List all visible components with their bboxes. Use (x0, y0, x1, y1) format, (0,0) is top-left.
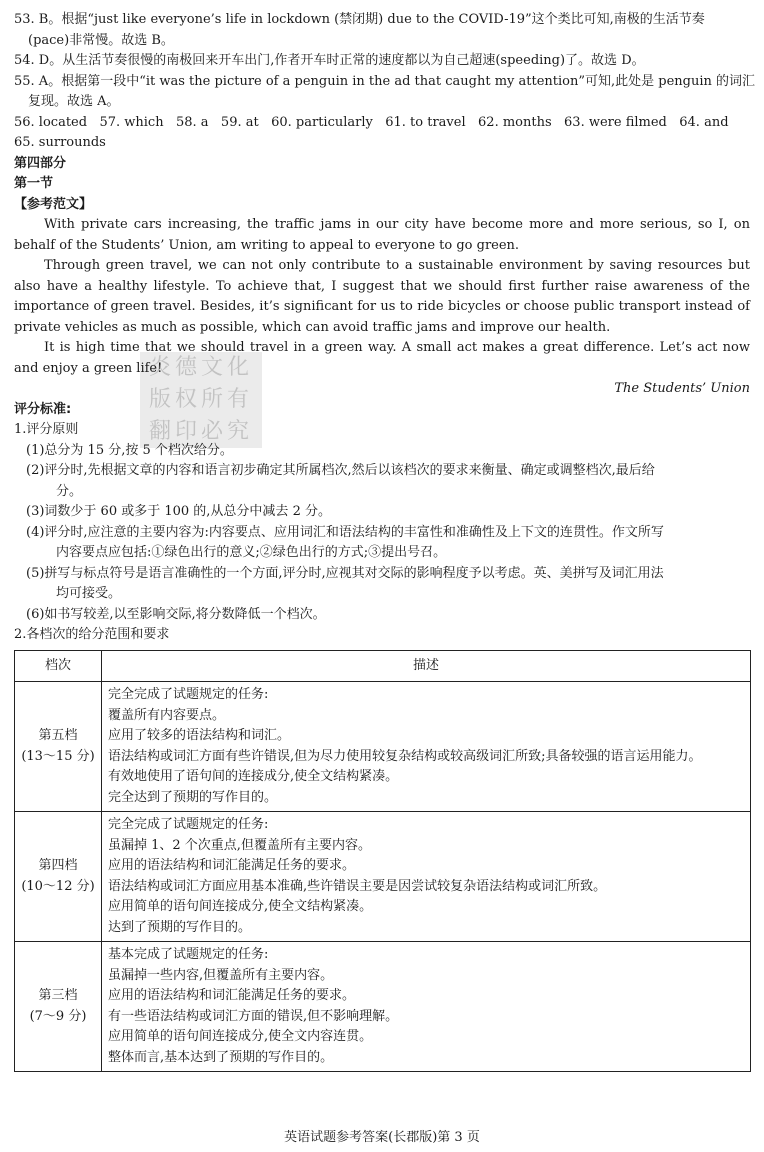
desc-line: 有效地使用了语句间的连接成分,使全文结构紧凑。 (108, 769, 399, 784)
watermark: 炎德文化 版权所有 翻印必究 (140, 352, 262, 448)
essay-paragraph-3: It is high time that we should travel in a green way. A small act makes a great difference. Let’s act now and enjoy a green life! (14, 340, 750, 376)
table-row (15, 812, 751, 942)
desc-line: 应用了较多的语法结构和词汇。 (108, 728, 291, 743)
answer-54: 54. D。从生活节奏很慢的南极回来开车出门,作者开车时正常的速度都以为自己超速(speeding)了。故选 D。 (14, 53, 645, 68)
criterion-3: (3)词数少于 60 或多于 100 的,从总分中减去 2 分。 (26, 504, 331, 519)
desc-line: 覆盖所有内容要点。 (108, 707, 226, 723)
essay-signature: The Students’ Union (614, 381, 750, 396)
answer-page (14, 10, 756, 646)
criterion-5: (5)拼写与标点符号是语言准确性的一个方面,评分时,应视其对交际的影响程度予以考虑。英、美拼写及词汇用法 (26, 565, 664, 581)
rubric-table (14, 650, 751, 1072)
criterion-2-cont: 分。 (56, 483, 83, 499)
answer-53-cont: (pace)非常慢。故选 B。 (28, 32, 174, 48)
desc-line: 整体而言,基本达到了预期的写作目的。 (108, 1049, 334, 1065)
scoring-criteria (14, 400, 750, 646)
level-cell (15, 812, 102, 942)
desc-line: 语法结构或词汇方面应用基本准确,些许错误主要是因尝试较复杂语法结构或词汇所致。 (108, 878, 607, 894)
rubric-header-row (15, 651, 751, 682)
desc-line: 达到了预期的写作目的。 (108, 919, 252, 935)
desc-line: 应用的语法结构和词汇能满足任务的要求。 (108, 988, 356, 1003)
header-description: 描述 (102, 651, 751, 682)
criterion-1: (1)总分为 15 分,按 5 个档次给分。 (26, 442, 233, 458)
level-name: 第三档 (38, 988, 78, 1003)
page-footer: 英语试题参考答案(长郡版)第 3 页 (284, 1130, 480, 1145)
header-level: 档次 (15, 651, 102, 682)
level-range: (13～15 分) (21, 748, 95, 764)
desc-line: 应用简单的语句间连接成分,使全文结构紧凑。 (108, 899, 373, 914)
level-cell (15, 682, 102, 812)
level-name: 第五档 (38, 728, 78, 743)
levels-title: 2.各档次的给分范围和要求 (14, 627, 170, 642)
criterion-4: (4)评分时,应注意的主要内容为:内容要点、应用词汇和语法结构的丰富性和准确性及上下文的连贯性。作文所写 (26, 524, 664, 540)
desc-line: 应用的语法结构和词汇能满足任务的要求。 (108, 858, 356, 873)
level-range: (10～12 分) (21, 878, 95, 894)
criterion-4-cont: 内容要点应包括:①绿色出行的意义;②绿色出行的方式;③提出号召。 (56, 545, 447, 560)
description-cell (102, 812, 751, 942)
criterion-2: (2)评分时,先根据文章的内容和语言初步确定其所属档次,然后以该档次的要求来衡量、确定或调整档次,最后给 (26, 463, 655, 478)
table-row (15, 682, 751, 812)
desc-line: 有一些语法结构或词汇方面的错误,但不影响理解。 (108, 1008, 399, 1024)
answer-65: 65. surrounds (14, 135, 106, 150)
answer-55: 55. A。根据第一段中“it was the picture of a penguin in the ad that caught my attention”可知,此处是 penguin 的词汇 (14, 73, 756, 89)
desc-line: 完全完成了试题规定的任务: (108, 817, 269, 832)
level-name: 第四档 (38, 858, 78, 873)
principles-title: 1.评分原则 (14, 422, 79, 437)
desc-line: 完全达到了预期的写作目的。 (108, 789, 278, 805)
level-range: (7～9 分) (29, 1008, 87, 1024)
essay-paragraph-1: With private cars increasing, the traffic jams in our city have become more and more serious, so I, on behalf of the Students’ Union, am writing to appeal to everyone to go green. (14, 217, 750, 253)
desc-line: 虽漏掉 1、2 个次重点,但覆盖所有主要内容。 (108, 837, 371, 853)
desc-line: 完全完成了试题规定的任务: (108, 687, 269, 702)
description-cell (102, 682, 751, 812)
level-cell (15, 942, 102, 1072)
answer-53: 53. B。根据“just like everyone’s life in lockdown (禁闭期) due to the COVID-19”这个类比可知,南极的生活节奏 (14, 12, 705, 27)
model-essay (14, 215, 750, 379)
description-cell (102, 942, 751, 1072)
desc-line: 虽漏掉一些内容,但覆盖所有主要内容。 (108, 967, 334, 983)
section-heading: 第一节 (14, 176, 54, 191)
answers-56-64: 56. located 57. which 58. a 59. at 60. particularly 61. to travel 62. months 63. were filmed 64. and (14, 114, 729, 130)
desc-line: 语法结构或词汇方面有些许错误,但为尽力使用较复杂结构或较高级词汇所致;具备较强的语言运用能力。 (108, 748, 702, 764)
criterion-5-cont: 均可接受。 (56, 586, 122, 601)
criteria-title: 评分标准: (14, 401, 72, 417)
desc-line: 应用简单的语句间连接成分,使全文内容连贯。 (108, 1029, 373, 1044)
essay-paragraph-2: Through green travel, we can not only contribute to a sustainable environment by saving resources but also have a healthy lifestyle. To achieve that, I suggest that we should first further raise awareness of the importance of green travel. Besides, it’s significant for us to ride bicycles or choose public transport instead of private vehicles as much as possible, which can avoid traffic jams and improve our health. (14, 258, 750, 335)
part-heading: 第四部分 (14, 155, 67, 171)
model-essay-label: 【参考范文】 (14, 196, 93, 212)
desc-line: 基本完成了试题规定的任务: (108, 947, 269, 962)
table-row (15, 942, 751, 1072)
answer-55-cont: 复现。故选 A。 (28, 94, 120, 109)
criterion-6: (6)如书写较差,以至影响交际,将分数降低一个档次。 (26, 606, 326, 622)
